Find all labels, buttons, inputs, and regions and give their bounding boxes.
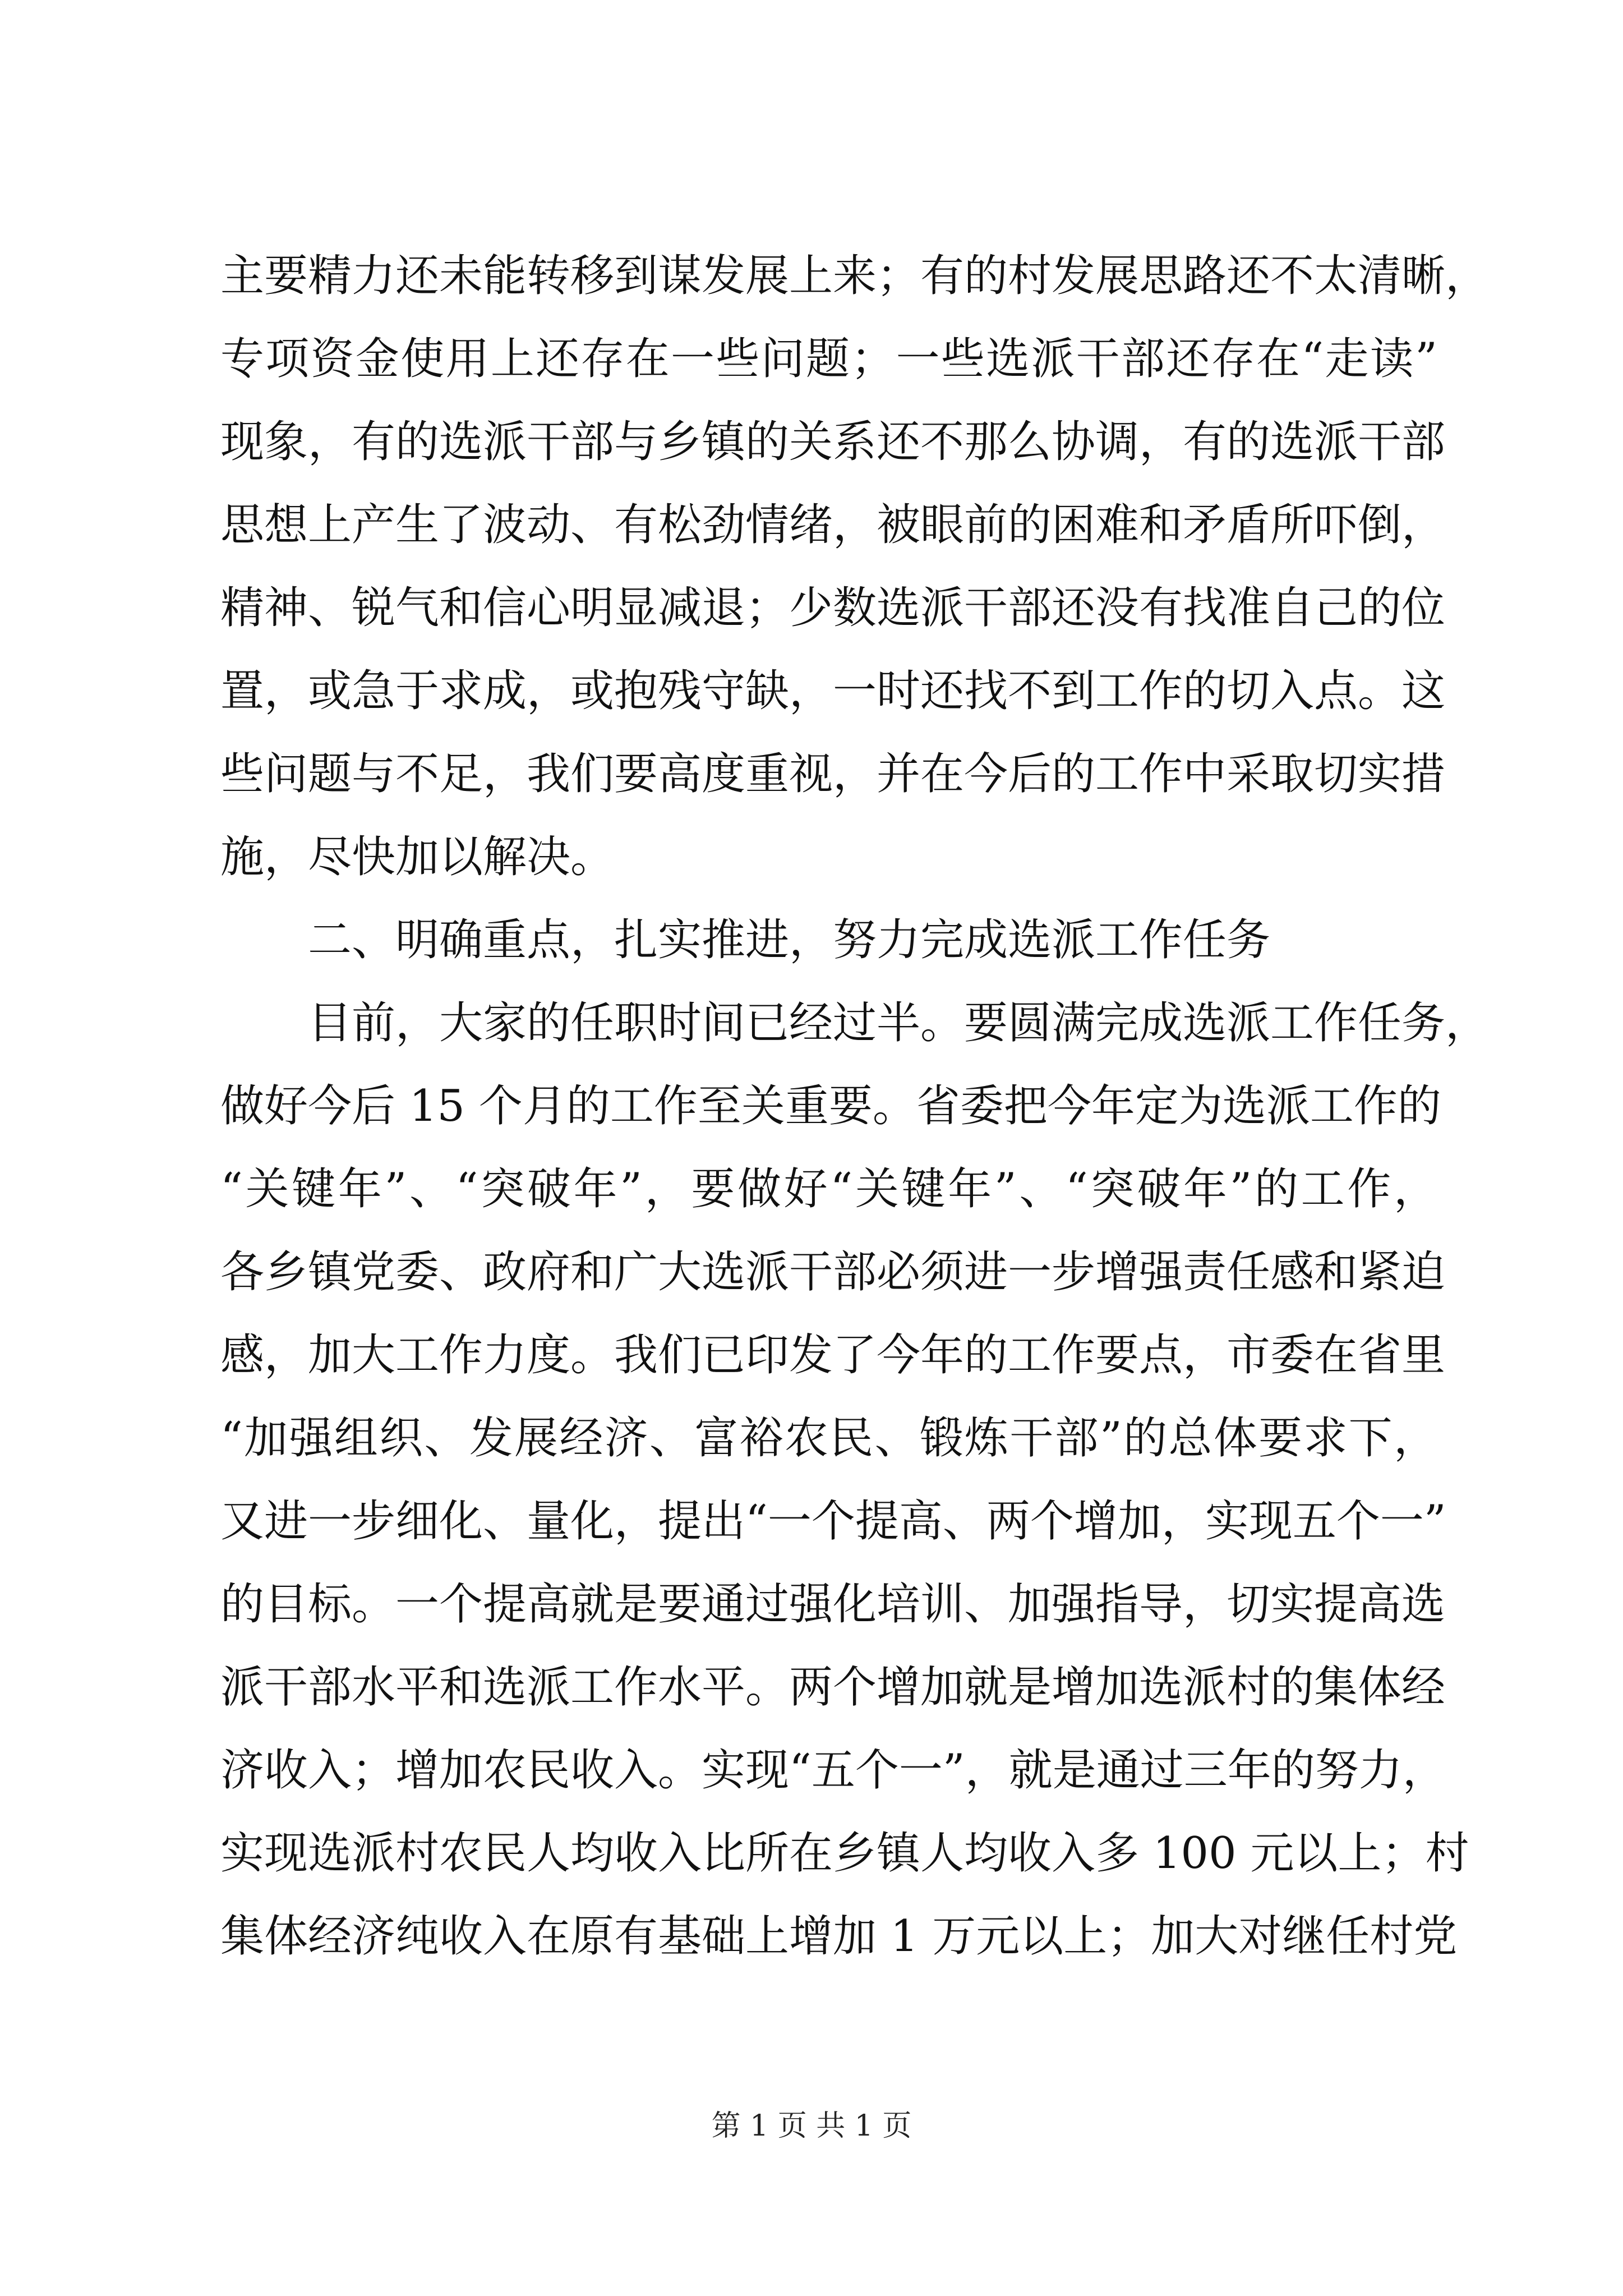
text-line: 济收入；增加农民收入。实现“五个一”，就是通过三年的努力，	[220, 1745, 1446, 1796]
text-line: 各乡镇党委、政府和广大选派干部必须进一步增强责任感和紧迫	[220, 1247, 1446, 1297]
text-line: 实现选派村农民人均收入比所在乡镇人均收入多 100 元以上；村	[220, 1828, 1469, 1879]
text-line: 专项资金使用上还存在一些问题；一些选派干部还存在“走读”	[220, 334, 1437, 384]
text-line: 现象，有的选派干部与乡镇的关系还不那么协调，有的选派干部	[220, 417, 1446, 467]
text-line: 二、明确重点，扎实推进，努力完成选派工作任务	[308, 915, 1271, 965]
page-footer: 第 1 页 共 1 页	[711, 2109, 912, 2143]
text-line: 施，尽快加以解决。	[220, 832, 615, 882]
text-line: 的目标。一个提高就是要通过强化培训、加强指导，切实提高选	[220, 1579, 1446, 1630]
text-line: “加强组织、发展经济、富裕农民、锻炼干部”的总体要求下，	[220, 1413, 1437, 1464]
text-line: 置，或急于求成，或抱残守缺，一时还找不到工作的切入点。这	[220, 666, 1446, 716]
text-line: 做好今后 15 个月的工作至关重要。省委把今年定为选派工作的	[220, 1081, 1441, 1131]
document-body	[220, 234, 1490, 1978]
text-line: 些问题与不足，我们要高度重视，并在今后的工作中采取切实措	[220, 749, 1446, 799]
paragraph-problems	[220, 234, 1490, 899]
text-line: 主要精力还未能转移到谋发展上来；有的村发展思路还不太清晰，	[220, 251, 1490, 301]
text-line: 派干部水平和选派工作水平。两个增加就是增加选派村的集体经	[220, 1662, 1446, 1713]
text-line: 思想上产生了波动、有松劲情绪，被眼前的困难和矛盾所吓倒，	[220, 500, 1446, 550]
text-line: 又进一步细化、量化，提出“一个提高、两个增加，实现五个一”	[220, 1496, 1446, 1547]
text-line: 目前，大家的任职时间已经过半。要圆满完成选派工作任务，	[308, 998, 1490, 1048]
paragraph-goals	[220, 982, 1490, 1978]
text-line: 感，加大工作力度。我们已印发了今年的工作要点，市委在省里	[220, 1330, 1446, 1381]
section-heading-two	[220, 899, 1437, 982]
text-line: 集体经济纯收入在原有基础上增加 1 万元以上；加大对继任村党	[220, 1911, 1458, 1962]
text-line: 精神、锐气和信心明显减退；少数选派干部还没有找准自己的位	[220, 583, 1446, 633]
text-line: “关键年”、“突破年”，要做好“关键年”、“突破年”的工作，	[220, 1164, 1437, 1214]
